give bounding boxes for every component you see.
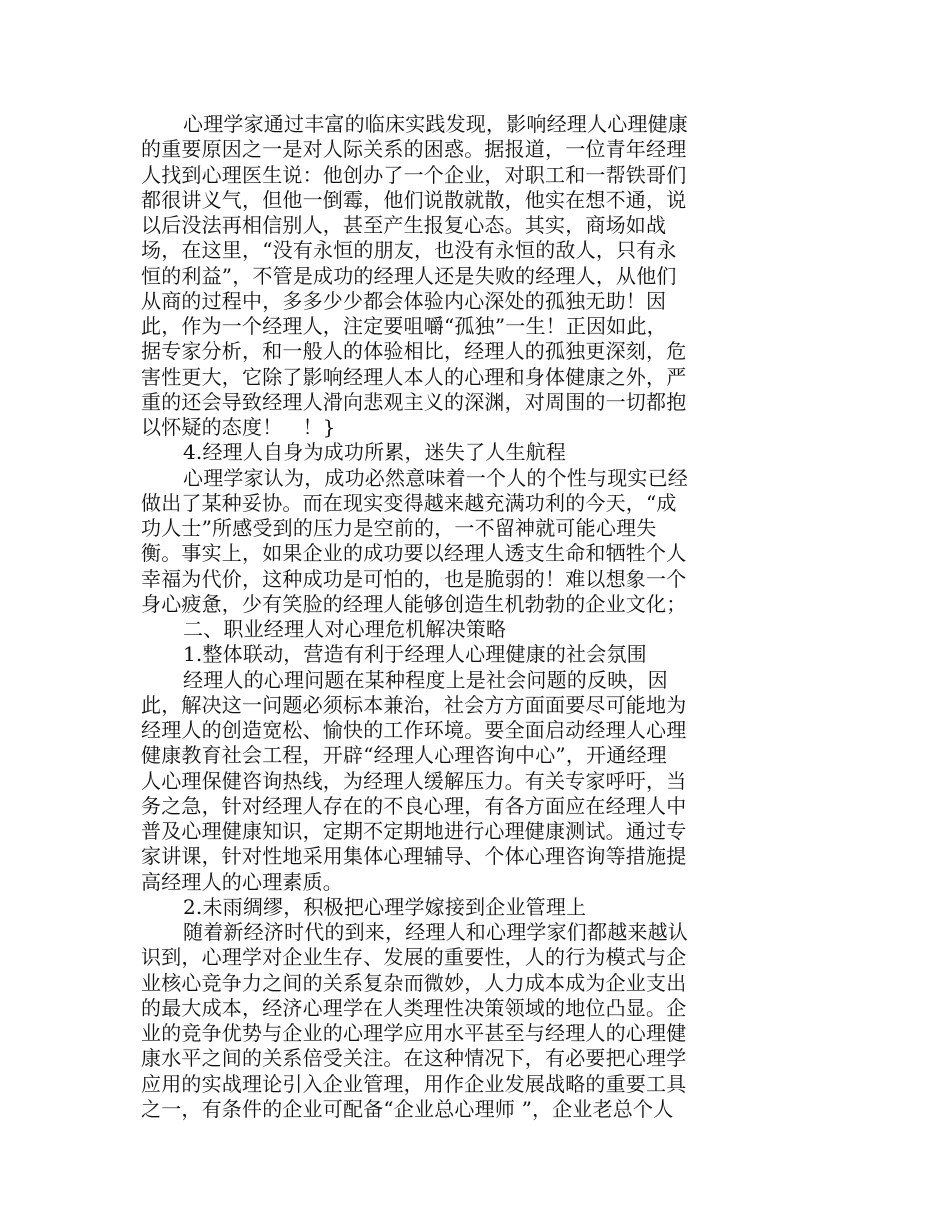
text-line: 恒的利益”，不管是成功的经理人还是失败的经理人，从他们 — [141, 263, 677, 288]
text-line: 此，作为一个经理人，注定要咀嚼“孤独”一生！正因如此， — [141, 314, 667, 338]
text-line: 以后没法再相信别人，甚至产生报复心态。其实，商场如战 — [141, 213, 667, 237]
text-line: 经理人的创造宽松、愉快的工作环境。要全面启动经理人心理 — [141, 718, 687, 742]
text-line: 据专家分析，和一般人的体验相比，经理人的孤独更深刻，危 — [141, 339, 687, 364]
text-line: 心理学家认为，成功必然意味着一个人的个性与现实已经 — [183, 465, 688, 490]
text-line: 做出了某种妥协。而在现实变得越来越充满功利的今天，“成 — [141, 490, 677, 515]
text-line: 业核心竞争力之间的关系复杂而微妙，人力成本成为企业支出 — [141, 970, 687, 995]
text-line: 人心理保健咨询热线，为经理人缓解压力。有关专家呼吁，当 — [141, 768, 687, 793]
text-line: 功人士”所感受到的压力是空前的，一不留神就可能心理失 — [141, 516, 657, 540]
text-line: 身心疲惫，少有笑脸的经理人能够创造生机勃勃的企业文化； — [141, 591, 687, 616]
section-heading: 1.整体联动，营造有利于经理人心理健康的社会氛围 — [183, 642, 647, 667]
text-line: 场，在这里，“没有永恒的朋友，也没有永恒的敌人，只有永 — [141, 238, 677, 263]
text-line: 健康教育社会工程，开辟“经理人心理咨询中心”，开通经理 — [141, 743, 667, 768]
section-heading: 2.未雨绸缪，积极把心理学嫁接到企业管理上 — [183, 894, 587, 919]
section-heading: 4.经理人自身为成功所累，迷失了人生航程 — [183, 440, 567, 465]
text-line: 之一，有条件的企业可配备“企业总心理师 ”，企业老总个人 — [141, 1096, 674, 1121]
text-line: 高经理人的心理素质。 — [141, 869, 343, 894]
text-line: 普及心理健康知识，定期不定期地进行心理健康测试。通过专 — [141, 819, 687, 843]
text-line: 家讲课，针对性地采用集体心理辅导、个体心理咨询等措施提 — [141, 844, 687, 869]
text-line: 的最大成本，经济心理学在人类理性决策领域的地位凸显。企 — [141, 995, 687, 1020]
text-line: 的重要原因之一是对人际关系的困惑。据报道，一位青年经理 — [141, 137, 687, 162]
text-line: 应用的实战理论引入企业管理，用作企业发展战略的重要工具 — [141, 1071, 687, 1096]
text-line: 随着新经济时代的到来，经理人和心理学家们都越来越认 — [183, 920, 688, 944]
text-line: 务之急，针对经理人存在的不良心理，有各方面应在经理人中 — [141, 793, 687, 818]
text-line: 康水平之间的关系倍受关注。在这种情况下，有必要把心理学 — [141, 1046, 687, 1071]
text-line: 此，解决这一问题必须标本兼治，社会方方面面要尽可能地为 — [141, 692, 687, 717]
text-line: 幸福为代价，这种成功是可怕的，也是脆弱的！难以想象一个 — [141, 566, 687, 591]
text-line: 识到，心理学对企业生存、发展的重要性，人的行为模式与企 — [141, 945, 687, 970]
text-line: 业的竞争优势与企业的心理学应用水平甚至与经理人的心理健 — [141, 1021, 687, 1045]
text-line: 从商的过程中，多多少少都会体验内心深处的孤独无助！因 — [141, 288, 667, 313]
section-heading: 二、职业经理人对心理危机解决策略 — [183, 617, 507, 641]
text-line: 都很讲义气，但他一倒霉，他们说散就散，他实在想不通，说 — [141, 187, 687, 212]
text-line: 心理学家通过丰富的临床实践发现，影响经理人心理健康 — [183, 112, 688, 136]
text-line: 经理人的心理问题在某种程度上是社会问题的反映，因 — [183, 667, 668, 692]
text-line: 重的还会导致经理人滑向悲观主义的深渊，对周围的一切都抱 — [141, 389, 687, 414]
text-line: 衡。事实上，如果企业的成功要以经理人透支生命和牺牲个人 — [141, 541, 687, 566]
text-line: 以怀疑的态度！ ！} — [141, 415, 336, 439]
document-body — [141, 112, 741, 1122]
text-line: 人找到心理医生说：他创办了一个企业，对职工和一帮铁哥们 — [141, 162, 687, 187]
text-line: 害性更大，它除了影响经理人本人的心理和身体健康之外，严 — [141, 364, 687, 389]
